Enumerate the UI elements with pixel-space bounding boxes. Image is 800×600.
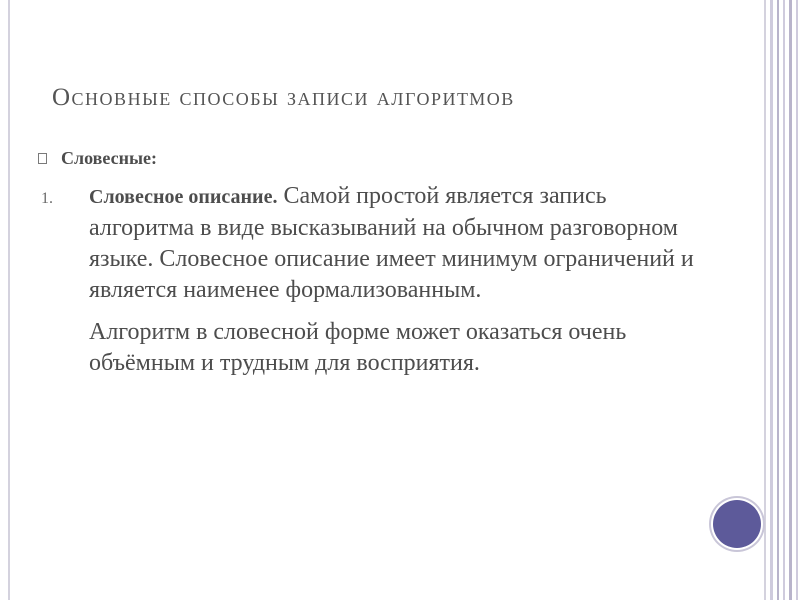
list-item-lead: Словесное описание.: [89, 186, 278, 208]
bullet-label: Словесные:: [61, 148, 157, 168]
side-bar: [770, 0, 773, 600]
decorative-circle: [713, 500, 761, 548]
list-item-paragraph-2: Алгоритм в словесной форме может оказаться очень объёмным и трудным для восприятия.: [89, 319, 627, 376]
decorative-side-bars: [770, 0, 800, 600]
side-bar: [783, 0, 785, 600]
side-bar: [789, 0, 792, 600]
box-bullet-icon: [38, 153, 47, 164]
side-bar: [777, 0, 779, 600]
list-item-text: Самой простой является запись алгоритма в виде высказываний на обычном разговорном языке. Словесное описание имеет минимум ограничений и является наименее формализованным.: [89, 183, 694, 303]
side-bar: [796, 0, 798, 600]
list-number: 1.: [41, 190, 53, 207]
list-item-paragraph: [89, 181, 704, 306]
bullet-item: [38, 148, 157, 169]
list-item-body: [89, 181, 704, 379]
slide-title: Основные способы записи алгоритмов: [52, 84, 515, 111]
